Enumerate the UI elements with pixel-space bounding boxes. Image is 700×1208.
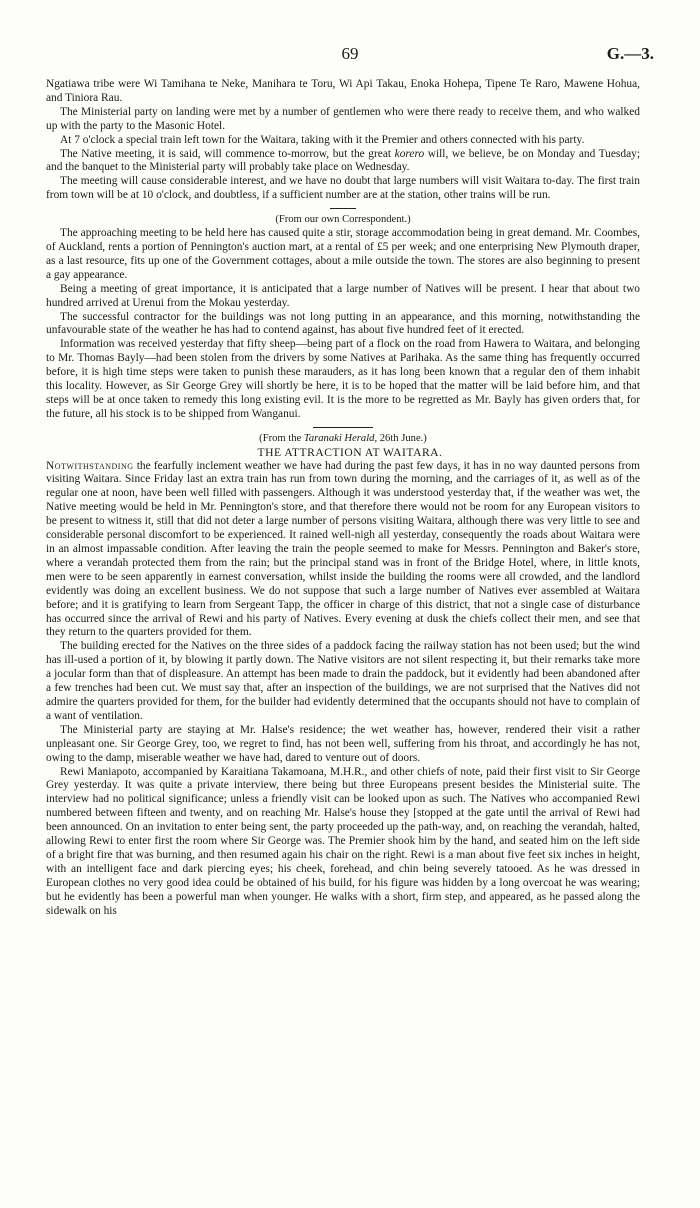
paragraph: Rewi Maniapoto, accompanied by Karaitiana Takamoana, M.H.R., and other chiefs of note, paid their first visit to Sir George Grey yesterday. It was quite a private interview, there being but three Europeans present besides the Ministerial suite. The interview had no political significance; unless a friendly visit can be looked upon as such. The Natives who accompanied Rewi numbered between fifteen and twenty, and on reaching Mr. Halse's house they [stopped at the gate until the arrival of Rewi had been announced. On an invitation to enter being sent, the party proceeded up the path-way, and, on reaching the verandah, halted, allowing Rewi to enter first the room where Sir George was. The Premier shook him by the hand, and seated him on the left side of a bright fire that was burning, and then resumed again his chair on the right. Rewi is a man about five feet six inches in height, with an intelligent face and dark piercing eyes; his cheek, forehead, and chin being severely tatooed. As he was dressed in European clothes no very good idea could be obtained of his build, for his figure was hidden by a long overcoat he was wearing; but he evidently has been a powerful man when younger. He walks with a short, firm step, and appeared, as he passed along the sidewalk on his <box>46 765 640 917</box>
italic-term: korero <box>394 147 425 160</box>
paragraph: The successful contractor for the buildings was not long putting in an appearance, and this morning, notwithstanding the unfavourable state of the weather he has had to contend against, has about five hundred feet of it erected. <box>46 310 640 337</box>
article-title: THE ATTRACTION AT WAITARA. <box>257 445 443 459</box>
paragraph: The building erected for the Natives on the three sides of a paddock facing the railway station has not been used; but the wind has ill-used a portion of it, by blowing it partly down. The Native visitors are not silent respecting it, but their remarks take more a jocular form than that of displeasure. An attempt has been made to drain the paddock, but it evidently had been abandoned after a few trenches had been cut. We must say that, after an inspection of the buildings, we are not surprised that the Natives did not admire the quarters provided for them, for the builder had evidently determined that the occupants should not have to complain of a want of ventilation. <box>46 640 640 722</box>
text-run: (From the <box>259 432 304 444</box>
paragraph: The Ministerial party are staying at Mr. Halse's residence; the wet weather has, however, rendered their visit a rather unpleasant one. Sir George Grey, too, we regret to find, has not been well, suffering from his throat, and accordingly he has not, owing to the damp, miserable weather we have had, dared to venture out of doors. <box>46 723 640 764</box>
page-number: 69 <box>341 44 359 63</box>
paragraph: The Ministerial party on landing were met by a number of gentlemen who were there ready to receive them, and who walked up with the party to the Masonic Hotel. <box>46 105 640 132</box>
section-divider <box>330 208 356 209</box>
text-run: The Native meeting, it is said, will commence to-morrow, but the great <box>60 147 395 160</box>
paragraph: At 7 o'clock a special train left town for the Waitara, taking with it the Premier and others connected with his party. <box>60 133 585 146</box>
text-run: will, we believe, be on Monday and Tuesday; and the banquet to the Ministerial party will probably take place on Wednesday. <box>46 147 640 174</box>
text-run: the fearfully inclement weather we have had during the past few days, it has in no way daunted persons from visiting Waitara. Since Friday last an extra train has run from town during the morning, and the carriages of it, as well as of the regular one at noon, have been well filled with passengers. Although it was understood yesterday that, if the weather was wet, the Native meeting would be held in Mr. Pennington's store, and that therefore there would not be room for any European visitors to be present to witness it, still that did not deter a large number of persons visiting Waitara, although there was very little to see and considerable personal discomfort to be experienced. It rained well-nigh all yesterday, consequently the roads about Waitara were in an almost impassable condition. After leaving the train the people seemed to make for Messrs. Pennington and Baker's store, where a verandah protected them from the rain; but the principal stand was in front of the Bridge Hotel, where, in little knots, men were to be seen apparently in earnest conversation, whilst inside the building the rooms were all crowded, and the landlord evidently was doing an excellent business. We do not suppose that such a large number of Natives ever assembled at Waitara before; and it is gratifying to learn from Sergeant Tapp, the officer in charge of this district, that not a single case of disturbance has occurred since the arrival of Rewi and his party of Natives. Every evening at dusk the chiefs collect their men, and see that they return to the quarters provided for them. <box>46 459 640 639</box>
section-source-heading <box>46 432 640 446</box>
page-body <box>46 78 640 918</box>
paragraph: The approaching meeting to be held here has caused quite a stir, storage accommodation being in great demand. Mr. Coombes, of Auckland, rents a portion of Pennington's auction mart, at a rental of £5 per week; and one enterprising New Plymouth draper, as a last resource, fits up one of the Government cottages, about a mile outside the town. The stores are also beginning to present a gay appearance. <box>46 227 640 281</box>
paragraph: Information was received yesterday that fifty sheep—being part of a flock on the road from Hawera to Waitara, and belonging to Mr. Thomas Bayly—had been stolen from the drivers by some Natives at Parihaka. As the same thing has frequently occurred before, it is high time steps were taken to punish these marauders, as it has long been known that a regular den of them inhabit this locality. However, as Sir George Grey will shortly be here, it is to be hoped that the matter will be laid before him, and that steps will be at once taken to remedy this long existing evil. It is the more to be regretted as Mr. Bayly has given orders that, for the future, all his stock is to be shipped from Wanganui. <box>46 338 640 420</box>
text-run: , 26th June.) <box>374 432 427 444</box>
section-source-heading: (From our own Correspondent.) <box>275 214 411 226</box>
document-code: G.—3. <box>606 44 654 63</box>
paragraph: Being a meeting of great importance, it is anticipated that a large number of Natives will be present. I hear that about two hundred arrived at Urenui from the Mokau yesterday. <box>46 282 640 309</box>
paragraph: Ngatiawa tribe were Wi Tamihana te Neke, Manihara te Toru, Wi Api Takau, Enoka Hohepa, Tipene Te Raro, Mawene Hohua, and Tiniora Rau. <box>46 78 640 104</box>
newspaper-name: Taranaki Herald <box>303 432 375 444</box>
paragraph: The meeting will cause considerable interest, and we have no doubt that large numbers will visit Waitara to-day. The first train from town will be at 10 o'clock, and doubtless, if a sufficient number are at the station, other trains will be run. <box>46 175 640 202</box>
lead-word: Notwithstanding <box>46 459 134 472</box>
paragraph <box>46 460 640 641</box>
page-header <box>46 44 654 70</box>
section-divider <box>313 427 373 428</box>
paragraph <box>46 148 640 176</box>
